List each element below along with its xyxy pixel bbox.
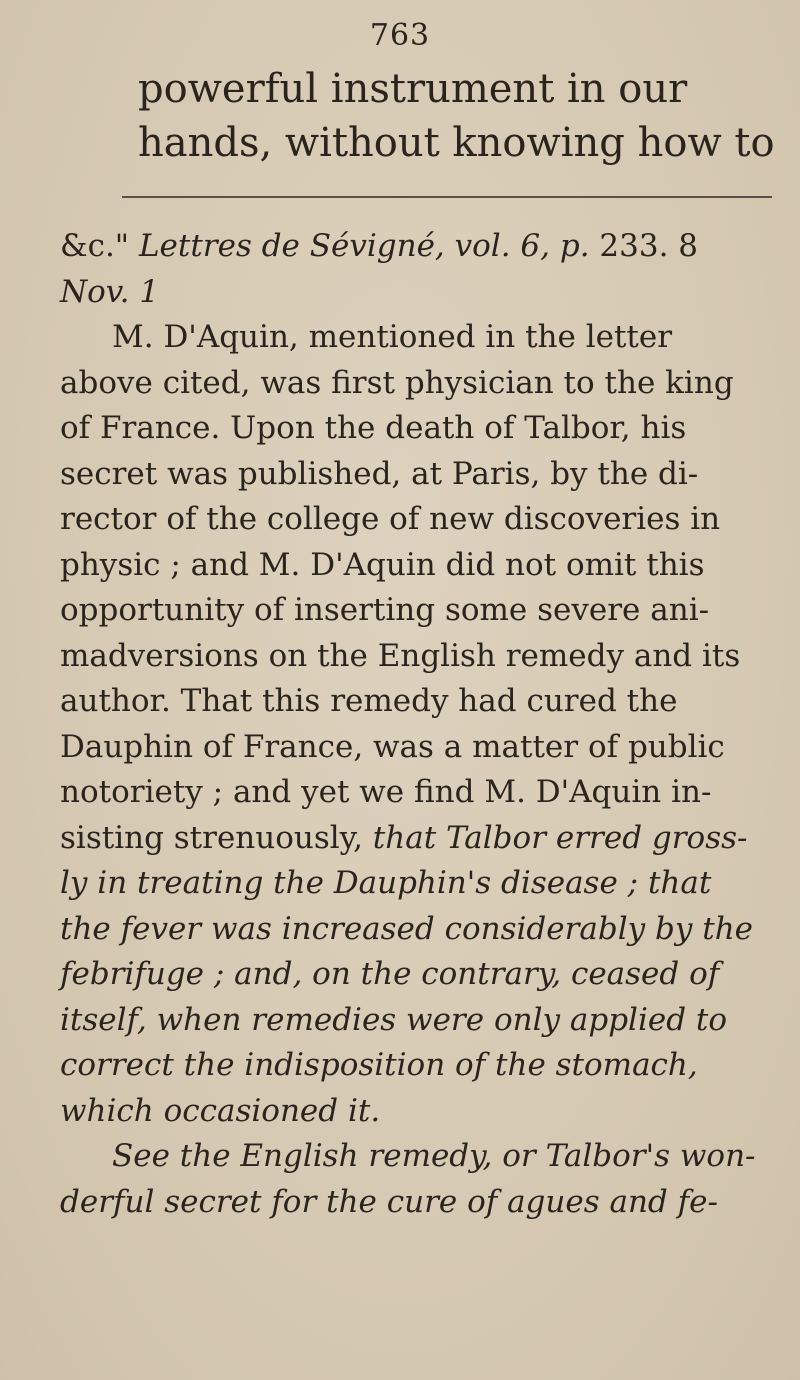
footnote-line: physic ; and M. D'Aquin did not omit this (60, 546, 705, 583)
footnote-line: Dauphin of France, was a matter of public (60, 728, 725, 765)
footnote-line: author. That this remedy had cured the (60, 683, 678, 719)
footnote-line: which occasioned it. (60, 1092, 381, 1129)
footnote (60, 224, 770, 1225)
footnote-line: the fever was increased considerably by the (60, 910, 754, 947)
citation-suffix: 233. 8 (589, 228, 699, 264)
footnote-line: M. D'Aquin, mentioned in the letter (112, 319, 673, 355)
footnote-line: febrifuge ; and, on the contrary, ceased of (60, 956, 720, 992)
citation-prefix: &c." (60, 228, 139, 264)
text-line: powerful instrument in our (138, 66, 688, 112)
page-number: 763 (369, 18, 431, 53)
footnote-line: itself, when remedies were only applied to (60, 1001, 728, 1038)
footnote-line: ly in treating the Dauphin's disease ; that (60, 865, 712, 901)
citation-work: Lettres de Sévigné, vol. 6, p. (138, 228, 590, 264)
footnote-line: sisting strenuously, that Talbor erred gross- (60, 819, 748, 856)
footnote-line: rector of the college of new discoveries in (60, 501, 721, 537)
footnote-line: of France. Upon the death of Talbor, his (60, 410, 687, 446)
footnote-line: above cited, was first physician to the king (60, 364, 734, 401)
text-line: hands, without knowing how to (138, 120, 775, 166)
footnote-line: madversions on the English remedy and its (60, 637, 741, 674)
carry-over-text (138, 62, 775, 170)
footnote-line: notoriety ; and yet we find M. D'Aquin in- (60, 774, 712, 810)
see-also-line: See the English remedy, or Talbor's won- (112, 1138, 756, 1174)
citation-line (60, 224, 770, 270)
footnote-line: secret was published, at Paris, by the di- (60, 455, 699, 492)
footnote-line: correct the indisposition of the stomach, (60, 1047, 698, 1083)
see-also-line: derful secret for the cure of agues and fe- (60, 1183, 718, 1220)
citation-line-2: Nov. 1 (60, 273, 160, 310)
footnote-divider (122, 196, 772, 198)
footnote-line: opportunity of inserting some severe ani- (60, 592, 710, 628)
